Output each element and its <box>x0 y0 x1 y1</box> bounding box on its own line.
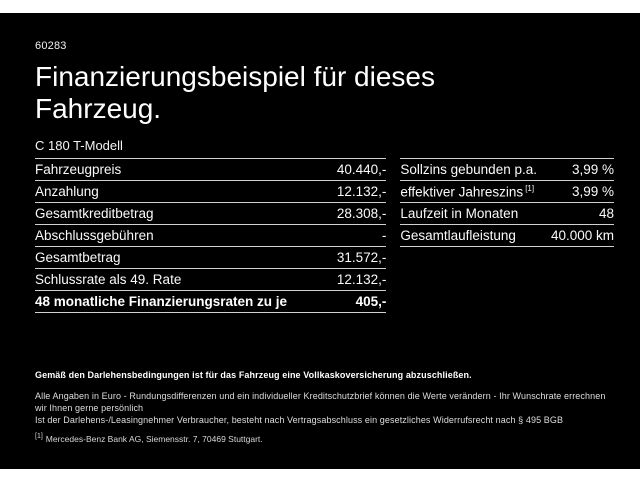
content-canvas <box>0 13 640 469</box>
row-label: Sollzins gebunden p.a. <box>400 162 537 177</box>
bank-footnote <box>35 433 608 444</box>
row-label: Fahrzeugpreis <box>35 162 122 177</box>
table-row <box>35 202 386 224</box>
table-row <box>35 246 386 268</box>
row-value: - <box>381 228 387 243</box>
row-label: Gesamtkreditbetrag <box>35 206 154 221</box>
row-label: Laufzeit in Monaten <box>400 206 519 221</box>
row-value: 40.440,- <box>336 162 387 177</box>
table-row-monthly-rate <box>35 290 386 313</box>
row-label: 48 monatliche Finanzierungsraten zu je <box>35 294 288 309</box>
table-row <box>400 158 614 180</box>
tables-region <box>35 158 614 313</box>
row-label: Abschlussgebühren <box>35 228 154 243</box>
table-row <box>400 180 614 202</box>
row-label: Gesamtbetrag <box>35 250 121 265</box>
table-row <box>35 224 386 246</box>
table-row <box>35 268 386 290</box>
page-title-line1: Finanzierungsbeispiel für dieses <box>35 61 435 92</box>
vehicle-model: C 180 T-Modell <box>35 138 123 153</box>
row-label-text: effektiver Jahreszins <box>400 184 524 200</box>
table-row <box>400 224 614 247</box>
footnote-text: Mercedes-Benz Bank AG, Siemensstr. 7, 70469 Stuttgart. <box>45 433 263 444</box>
page-title-line2: Fahrzeug. <box>35 93 162 124</box>
table-row <box>400 202 614 224</box>
row-label: Anzahlung <box>35 184 99 199</box>
table-row <box>35 180 386 202</box>
disclaimer-line-2: Ist der Darlehens-/Leasingnehmer Verbraucher, besteht nach Vertragsabschluss ein gesetzliches Widerrufsrecht nach § 495 BGB <box>35 415 564 425</box>
row-value: 31.572,- <box>336 250 387 265</box>
conditions-table <box>400 158 614 247</box>
row-value: 40.000 km <box>550 228 614 243</box>
finance-table <box>35 158 386 313</box>
row-label: Gesamtlaufleistung <box>400 228 516 243</box>
row-value: 405,- <box>355 294 387 309</box>
footnote-reference: [1] <box>525 183 535 193</box>
table-row <box>35 158 386 180</box>
row-value: 12.132,- <box>336 184 387 199</box>
disclaimer-line-1: Alle Angaben in Euro - Rundungsdifferenzen und ein individueller Kreditschutzbrief können die Werte verändern - Ihr Wunschrate errechnen wir Ihnen gerne persönlich <box>35 391 606 413</box>
insurance-note: Gemäß den Darlehensbedingungen ist für das Fahrzeug eine Vollkaskoversicherung abzuschließen. <box>35 370 472 380</box>
page-title <box>35 61 614 125</box>
row-value: 3,99 % <box>571 184 614 199</box>
legal-footer <box>35 370 614 444</box>
row-value: 48 <box>598 206 614 221</box>
row-value: 12.132,- <box>336 272 387 287</box>
row-value: 28.308,- <box>336 206 387 221</box>
footnote-marker: [1] <box>35 433 43 440</box>
row-label: Schlussrate als 49. Rate <box>35 272 182 287</box>
row-value: 3,99 % <box>571 162 614 177</box>
row-label <box>400 184 534 200</box>
reference-number: 60283 <box>35 40 67 52</box>
